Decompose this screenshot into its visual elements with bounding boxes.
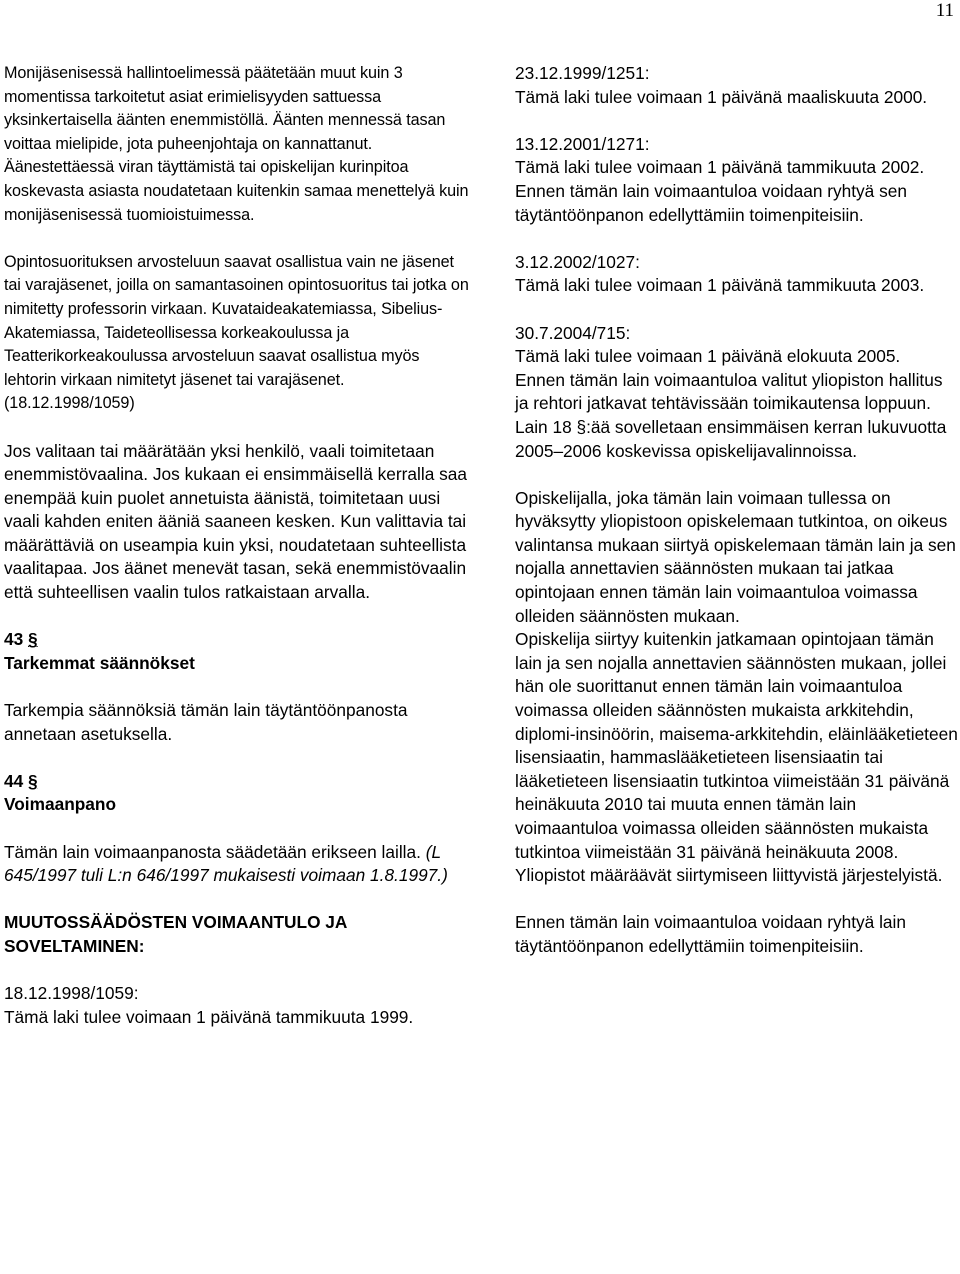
- amendment-2001-text2: Ennen tämän lain voimaantuloa voidaan ryhtyä sen täytäntöönpanon edellyttämiin toimenpiteisiin.: [515, 180, 907, 225]
- amendment-1999-text: Tämä laki tulee voimaan 1 päivänä maaliskuuta 2000.: [515, 86, 928, 107]
- paragraph-elections: [4, 440, 474, 605]
- section-43-title: Tarkemmat säännökset: [4, 652, 195, 673]
- left-column: [4, 62, 474, 1029]
- section-44-title: Voimaanpano: [4, 794, 117, 815]
- section-43-text: Tarkempia säännöksiä tämän lain täytäntöönpanosta annetaan asetuksella.: [4, 700, 408, 744]
- section-44-body: Tämän lain voimaanpanosta säädetään erikseen lailla.: [4, 841, 421, 862]
- page-number: 11: [935, 0, 954, 21]
- section-44-text: [4, 841, 474, 888]
- section-44-heading: [4, 770, 474, 817]
- transition-provisions-b: Opiskelija siirtyy kuitenkin jatkamaan opintojaan tämän lain ja sen nojalla annettavien säännösten mukaan, jollei hän ole suorittanut ennen tämän lain voimaantuloa voimassa olleiden säännösten mukaista arkkitehdin, diplomi-insinöörin, maisema-arkkitehdin, eläinlääketieteen lisensiaatin, hammaslääketieteen lisensiaatin tai lääketieteen lisensiaatin tutkintoa viimeistään 31 päivänä heinäkuuta 2010 tai muuta ennen tämän lain voimaantuloa voimassa olleiden säännösten mukaista tutkintoa viimeistään 31 päivänä heinäkuuta 2008. Yliopistot määräävät siirtymiseen liittyvistä järjestelyistä.: [515, 629, 958, 886]
- amendment-2004-text: Tämä laki tulee voimaan 1 päivänä elokuuta 2005.: [515, 346, 901, 367]
- section-44-note: (L 645/1997 tuli L:n 646/1997 mukaisesti voimaan 1.8.1997.): [4, 841, 448, 886]
- amendment-2004-id: 30.7.2004/715:: [515, 322, 631, 343]
- section-43-sign: §: [28, 629, 38, 650]
- amendment-1998-id: 18.12.1998/1059:: [4, 983, 139, 1004]
- amendment-1999: [515, 62, 960, 109]
- section-44-number: 44: [4, 770, 24, 791]
- paragraph-decision-rules-b: Äänestettäessä viran täyttämistä tai opiskelijan kurinpitoa koskevasta asiasta noudatetaan kuitenkin samaa menettelyä kuin monijäsenisessä tuomioistuimessa.: [4, 158, 469, 224]
- paragraph-grading-a: Opintosuorituksen arvosteluun saavat osallistua vain ne jäsenet tai varajäsenet, joilla on samantasoinen opintosuoritus tai jotka on nimitetty professorin virkaan.: [4, 252, 469, 318]
- section-43-heading: [4, 628, 474, 675]
- amendment-1999-id: 23.12.1999/1251:: [515, 63, 650, 83]
- amendments-heading: MUUTOSSÄÄDÖSTEN VOIMAANTULO JA SOVELTAMINEN:: [4, 912, 347, 956]
- amendment-2001: [515, 133, 960, 227]
- amendment-2002-text: Tämä laki tulee voimaan 1 päivänä tammikuuta 2003.: [515, 275, 925, 296]
- paragraph-decision-rules-a: Monijäsenisessä hallintoelimessä päätetään muut kuin 3 momentissa tarkoitetut asiat erimielisyyden sattuessa yksinkertaisella äänten enemmistöllä. Äänten mennessä tasan voittaa mielipide, jota puheenjohtaja on kannattanut.: [4, 64, 446, 153]
- paragraph-grading: [4, 251, 474, 416]
- section-43-number: 43: [4, 629, 24, 650]
- preparatory-measures: Ennen tämän lain voimaantuloa voidaan ryhtyä lain täytäntöönpanon edellyttämiin toimenpiteisiin.: [515, 912, 906, 956]
- amendment-2001-id: 13.12.2001/1271:: [515, 133, 650, 154]
- amendment-2001-text: Tämä laki tulee voimaan 1 päivänä tammikuuta 2002.: [515, 157, 925, 178]
- amendment-2002-id: 3.12.2002/1027:: [515, 251, 640, 272]
- section-44-sign: §: [28, 770, 38, 791]
- paragraph-decision-rules: [4, 62, 474, 227]
- paragraph-elections-a: Jos valitaan tai määrätään yksi henkilö, vaali toimitetaan enemmistövaalina.: [4, 440, 435, 485]
- amendment-1998-text: Tämä laki tulee voimaan 1 päivänä tammikuuta 1999.: [4, 1006, 414, 1027]
- paragraph-grading-b: Kuvataideakatemiassa, Sibelius-Akatemiassa, Taideteollisessa korkeakoulussa ja Teatterikorkeakoulussa arvosteluun saavat osallistua myös lehtorin virkaan nimitetyt jäsenet tai varajäsenet. (18.12.1998/1059): [4, 299, 443, 413]
- amendment-2004-text3: Lain 18 §:ää sovelletaan ensimmäisen kerran lukuvuotta 2005–2006 koskevissa opiskelijavalinnoissa.: [515, 416, 947, 461]
- amendment-1998: [4, 982, 474, 1029]
- paragraph-elections-b: Jos kukaan ei ensimmäisellä kerralla saa enempää kuin puolet annetuista äänistä, toimitetaan uusi vaali kahden eniten ääniä saaneen kesken. Kun valittavia tai määrättäviä on useampia kuin yksi, noudatetaan suhteellista vaalitapaa. Jos äänet menevät tasan, sekä enemmistövaalin että suhteellisen vaalin tulos ratkaistaan arvalla.: [4, 464, 467, 603]
- amendment-2004: [515, 322, 960, 464]
- amendment-2002: [515, 251, 960, 298]
- transition-provisions: [515, 487, 960, 888]
- transition-provisions-a: Opiskelijalla, joka tämän lain voimaan tullessa on hyväksytty yliopistoon opiskelemaan tutkintoa, on oikeus valintansa mukaan siirtyä opiskelemaan tämän lain ja sen nojalla annettavien säännösten mukaan tai jatkaa opintojaan ennen tämän lain voimaantuloa voimassa olleiden säännösten mukaan.: [515, 487, 956, 626]
- amendment-2004-text2: Ennen tämän lain voimaantuloa valitut yliopiston hallitus ja rehtori jatkavat tehtävissään toimikautensa loppuun.: [515, 369, 943, 414]
- right-column: [515, 62, 960, 959]
